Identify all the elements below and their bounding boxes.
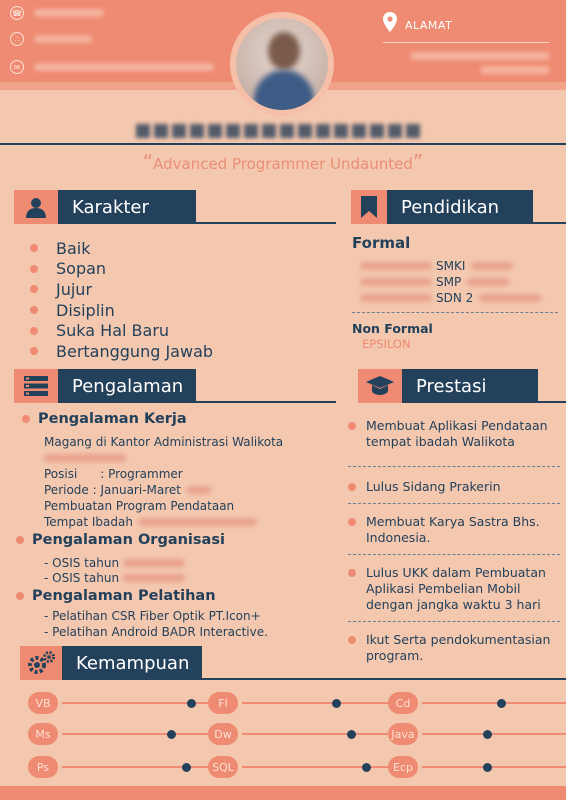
skill-row-fi [208, 692, 394, 714]
pendidikan-icon-box [351, 190, 387, 224]
footer-band [0, 786, 566, 800]
address-line2-blurred [480, 66, 550, 74]
skill-track [62, 702, 214, 704]
skill-label: SQL [208, 756, 238, 778]
skill-label: Ecp [388, 756, 418, 778]
graduation-cap-icon [366, 376, 394, 396]
skill-track [62, 766, 214, 768]
skill-level-knob [167, 730, 176, 739]
skill-track [422, 766, 566, 768]
person-icon [25, 196, 47, 218]
address-divider [383, 42, 549, 43]
skill-label: Dw [208, 723, 238, 745]
skill-row-java [388, 723, 566, 745]
contact-bbm [10, 32, 92, 46]
list-item: Sopan [30, 259, 280, 280]
karakter-title: Karakter [58, 190, 196, 224]
skill-track [242, 702, 394, 704]
skill-level-knob [483, 763, 492, 772]
phone-value-blurred [34, 9, 104, 17]
skill-label: Java [388, 723, 418, 745]
prestasi-icon-box [358, 369, 402, 403]
skill-row-ps [28, 756, 214, 778]
full-name-blurred [136, 122, 436, 140]
list-item: Baik [30, 238, 280, 259]
karakter-icon-box [14, 190, 58, 224]
skill-track [422, 733, 566, 735]
email-value-blurred [34, 63, 214, 71]
email-icon: ✉ [10, 60, 24, 74]
list-icon [24, 376, 48, 396]
bbm-icon: ∴ [10, 32, 24, 46]
gears-icon [26, 650, 56, 676]
osis-2: - OSIS tahun [44, 570, 185, 586]
skill-level-knob [483, 730, 492, 739]
tagline-text: Advanced Programmer Undaunted [153, 155, 413, 173]
list-item: SDN 2 [360, 290, 560, 306]
pendidikan-rule [533, 222, 566, 224]
skills-grid [0, 690, 566, 780]
pendidikan-title: Pendidikan [387, 190, 533, 224]
contact-phone [10, 6, 104, 20]
skill-label: VB [28, 692, 58, 714]
list-item: Lulus UKK dalam Pembuatan Aplikasi Pembelian Mobil dengan jangka waktu 3 hari [348, 565, 560, 613]
prestasi-rule [538, 401, 566, 403]
list-item: Jujur [30, 279, 280, 300]
formal-list [360, 258, 560, 306]
list-item: Disiplin [30, 300, 280, 321]
profile-photo [230, 12, 334, 116]
skill-row-ecp [388, 756, 566, 778]
pengalaman-rule [196, 401, 336, 403]
pengalaman-pelatihan-title: Pengalaman Pelatihan [16, 588, 216, 604]
kemampuan-title: Kemampuan [62, 646, 202, 680]
skill-label: Cd [388, 692, 418, 714]
tagline: “Advanced Programmer Undaunted” [142, 150, 424, 174]
pengalaman-icon-box [14, 369, 58, 403]
prestasi-title: Prestasi [402, 369, 538, 403]
pelatihan-1: - Pelatihan CSR Fiber Optik PT.Icon+ [44, 609, 261, 623]
skill-track [422, 702, 566, 704]
list-item: Bertanggung Jawab [30, 341, 280, 362]
skill-track [242, 766, 394, 768]
location-pin-icon [383, 12, 397, 36]
list-item: Ikut Serta pendokumentasian program. [348, 632, 560, 664]
skill-row-sql [208, 756, 394, 778]
nonformal-value: EPSILON [362, 337, 411, 351]
skill-label: Ms [28, 723, 58, 745]
kerja-line1: Magang di Kantor Administrasi Walikota [44, 435, 284, 449]
prestasi-list [348, 418, 560, 664]
list-item: Lulus Sidang Prakerin [348, 479, 560, 495]
skill-level-knob [347, 730, 356, 739]
skill-level-knob [332, 699, 341, 708]
kemampuan-icon-box [20, 646, 62, 680]
karakter-list [30, 238, 280, 362]
pengalaman-organisasi-title: Pengalaman Organisasi [16, 532, 225, 548]
skill-row-dw [208, 723, 394, 745]
skill-level-knob [182, 763, 191, 772]
skill-track [242, 733, 394, 735]
skill-label: Ps [28, 756, 58, 778]
bbm-value-blurred [34, 35, 92, 43]
list-item: SMKI [360, 258, 560, 274]
kerja-line2-blurred [44, 454, 126, 462]
address-line1-blurred [410, 52, 550, 60]
address-label: ALAMAT [405, 19, 453, 32]
name-rule [0, 143, 566, 145]
pendidikan-divider [352, 312, 558, 313]
skill-row-ms [28, 723, 214, 745]
nonformal-label: Non Formal [352, 321, 433, 336]
skill-row-vb [28, 692, 214, 714]
list-item: Suka Hal Baru [30, 320, 280, 341]
skill-row-cd [388, 692, 566, 714]
skill-level-knob [497, 699, 506, 708]
skill-track [62, 733, 214, 735]
karakter-rule [196, 222, 336, 224]
bookmark-icon [361, 196, 377, 218]
kerja-tempat: Tempat Ibadah [44, 514, 257, 530]
pelatihan-2: - Pelatihan Android BADR Interactive. [44, 625, 268, 639]
list-item: SMP [360, 274, 560, 290]
kerja-posisi: Posisi : Programmer [44, 467, 183, 481]
skill-label: FI [208, 692, 238, 714]
skill-level-knob [362, 763, 371, 772]
formal-label: Formal [352, 234, 411, 252]
list-item: Membuat Karya Sastra Bhs. Indonesia. [348, 514, 560, 546]
pengalaman-title: Pengalaman [58, 369, 196, 403]
skill-level-knob [187, 699, 196, 708]
contact-email [10, 60, 214, 74]
kerja-pembuatan: Pembuatan Program Pendataan [44, 499, 235, 513]
kemampuan-rule [202, 678, 566, 680]
osis-1: - OSIS tahun [44, 555, 185, 571]
list-item: Membuat Aplikasi Pendataan tempat ibadah Walikota [348, 418, 560, 450]
pengalaman-kerja-title: Pengalaman Kerja [22, 411, 187, 427]
kerja-periode: Periode : Januari-Maret [44, 482, 211, 498]
phone-icon: ☎ [10, 6, 24, 20]
